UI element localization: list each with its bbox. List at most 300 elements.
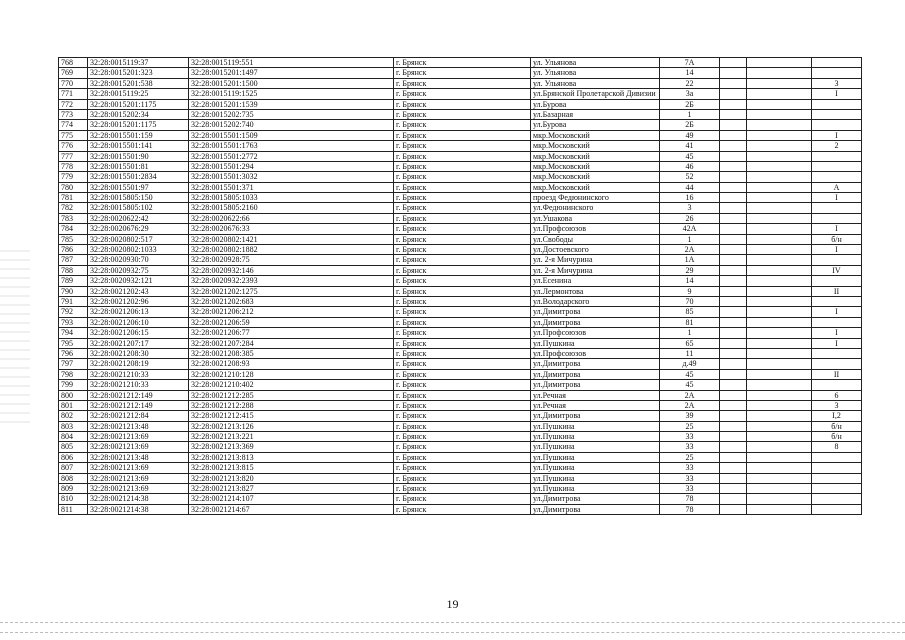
cell-empty [747,317,812,327]
cell-letter: I [812,338,862,348]
cell-house: 9 [660,286,720,296]
cell-empty [747,307,812,317]
cell-cadastral-parcel: 32:28:0015119:25 [88,89,189,99]
cell-row-number: 803 [59,421,88,431]
cell-cadastral-object: 32:28:0015202:735 [189,109,394,119]
cell-row-number: 801 [59,400,88,410]
cell-street: ул.Свободы [531,234,660,244]
table-row [59,224,862,234]
cell-empty [747,245,812,255]
cell-cadastral-object: 32:28:0015202:740 [189,120,394,130]
table-row [59,99,862,109]
cell-empty [720,276,747,286]
cell-city: г. Брянск [394,120,531,130]
cell-cadastral-object: 32:28:0020802:1421 [189,234,394,244]
cell-empty [720,411,747,421]
cell-cadastral-parcel: 32:28:0021208:30 [88,348,189,358]
cell-empty [747,369,812,379]
cell-empty [747,68,812,78]
cell-empty [747,296,812,306]
table-row [59,504,862,514]
table-row [59,68,862,78]
cell-street: мкр.Московский [531,141,660,151]
cell-empty [720,348,747,358]
cell-cadastral-object: 32:28:0015501:1509 [189,130,394,140]
cell-letter: А [812,182,862,192]
cell-empty [720,161,747,171]
cell-cadastral-object: 32:28:0021212:288 [189,400,394,410]
cell-empty [747,58,812,68]
cell-letter: II [812,369,862,379]
cell-empty [720,89,747,99]
cell-city: г. Брянск [394,296,531,306]
cell-house: 45 [660,369,720,379]
cell-cadastral-object: 32:28:0020802:1882 [189,245,394,255]
table-row [59,484,862,494]
cell-row-number: 772 [59,99,88,109]
cell-row-number: 769 [59,68,88,78]
cell-cadastral-object: 32:28:0021214:107 [189,494,394,504]
cell-city: г. Брянск [394,151,531,161]
cell-house: 26 [660,213,720,223]
table-row [59,120,862,130]
cell-empty [720,390,747,400]
cell-city: г. Брянск [394,58,531,68]
cell-house: 11 [660,348,720,358]
cell-cadastral-parcel: 32:28:0021214:38 [88,504,189,514]
cell-city: г. Брянск [394,484,531,494]
cell-street: ул.Бурова [531,99,660,109]
cell-empty [747,338,812,348]
cell-empty [747,151,812,161]
cell-house: 14 [660,68,720,78]
cell-letter [812,276,862,286]
cell-row-number: 810 [59,494,88,504]
cell-cadastral-object: 32:28:0015501:3032 [189,172,394,182]
cell-empty [747,286,812,296]
table-row [59,58,862,68]
cell-cadastral-object: 32:28:0015119:551 [189,58,394,68]
cell-empty [720,432,747,442]
cell-cadastral-parcel: 32:28:0021202:43 [88,286,189,296]
cell-empty [747,380,812,390]
cell-cadastral-object: 32:28:0021213:126 [189,421,394,431]
cell-street: ул.Ушакова [531,213,660,223]
table-row [59,494,862,504]
cell-cadastral-parcel: 32:28:0021210:33 [88,380,189,390]
cell-street: ул. 2-я Мичурина [531,265,660,275]
cell-house: 65 [660,338,720,348]
cell-letter [812,58,862,68]
cell-row-number: 808 [59,473,88,483]
table-row [59,286,862,296]
cell-cadastral-object: 32:28:0021206:59 [189,317,394,327]
cell-empty [720,400,747,410]
cell-cadastral-object: 32:28:0015805:1033 [189,193,394,203]
cell-house: 39 [660,411,720,421]
cell-empty [720,421,747,431]
cell-street: мкр.Московский [531,182,660,192]
cell-row-number: 790 [59,286,88,296]
cell-letter [812,504,862,514]
cell-empty [747,452,812,462]
cell-city: г. Брянск [394,78,531,88]
cell-cadastral-object: 32:28:0021214:67 [189,504,394,514]
cell-letter: 6 [812,390,862,400]
cell-row-number: 789 [59,276,88,286]
table-row [59,141,862,151]
cell-city: г. Брянск [394,307,531,317]
cell-row-number: 809 [59,484,88,494]
cell-house: 7А [660,58,720,68]
cell-empty [720,255,747,265]
cell-city: г. Брянск [394,234,531,244]
cell-row-number: 770 [59,78,88,88]
cell-cadastral-parcel: 32:28:0021214:38 [88,494,189,504]
cell-empty [747,213,812,223]
table-row [59,338,862,348]
cell-cadastral-parcel: 32:28:0021207:17 [88,338,189,348]
cell-empty [747,494,812,504]
cell-city: г. Брянск [394,276,531,286]
cell-cadastral-object: 32:28:0021212:285 [189,390,394,400]
cell-empty [720,265,747,275]
cell-empty [747,234,812,244]
cell-empty [747,442,812,452]
table-row [59,276,862,286]
cell-row-number: 776 [59,141,88,151]
cell-empty [747,89,812,99]
cell-cadastral-object: 32:28:0021213:820 [189,473,394,483]
cell-letter [812,120,862,130]
cell-letter [812,161,862,171]
cell-house: 14 [660,276,720,286]
cell-row-number: 798 [59,369,88,379]
cell-city: г. Брянск [394,328,531,338]
cell-house: 33 [660,463,720,473]
cell-street: ул. Ульянова [531,78,660,88]
cell-row-number: 793 [59,317,88,327]
table-row [59,390,862,400]
cell-street: ул.Лермонтова [531,286,660,296]
cell-city: г. Брянск [394,193,531,203]
cell-letter [812,213,862,223]
cell-letter: б/н [812,421,862,431]
cell-empty [720,494,747,504]
cell-cadastral-parcel: 32:28:0015202:34 [88,109,189,119]
cell-cadastral-parcel: 32:28:0021208:19 [88,359,189,369]
cell-street: ул.Пушкина [531,452,660,462]
table-row [59,203,862,213]
cell-street: ул.Речная [531,400,660,410]
cell-letter: I [812,328,862,338]
cell-cadastral-parcel: 32:28:0015501:159 [88,130,189,140]
cell-cadastral-parcel: 32:28:0015201:1175 [88,99,189,109]
cell-letter: I [812,245,862,255]
cell-letter: б/н [812,432,862,442]
cell-street: ул.Пушкина [531,484,660,494]
cell-house: 2Б [660,99,720,109]
cell-empty [747,109,812,119]
cell-house: 33 [660,473,720,483]
cell-street: ул.Пушкина [531,473,660,483]
cell-row-number: 811 [59,504,88,514]
cell-cadastral-object: 32:28:0021213:813 [189,452,394,462]
cell-empty [747,141,812,151]
table-row [59,432,862,442]
cell-street: ул. Ульянова [531,58,660,68]
scan-line-artifact [0,622,905,623]
cell-empty [720,58,747,68]
cell-cadastral-parcel: 32:28:0015501:2834 [88,172,189,182]
cell-house: 85 [660,307,720,317]
cell-street: ул.Димитрова [531,380,660,390]
table-row [59,317,862,327]
cell-cadastral-object: 32:28:0015201:1500 [189,78,394,88]
cell-house: 1А [660,255,720,265]
cell-empty [747,359,812,369]
cell-cadastral-object: 32:28:0021213:221 [189,432,394,442]
table-row [59,89,862,99]
cell-cadastral-object: 32:28:0015201:1539 [189,99,394,109]
cell-row-number: 775 [59,130,88,140]
cell-city: г. Брянск [394,265,531,275]
cell-empty [747,182,812,192]
cell-cadastral-object: 32:28:0021206:212 [189,307,394,317]
table-row [59,234,862,244]
cell-street: ул.Димитрова [531,504,660,514]
cell-letter [812,203,862,213]
cell-empty [747,484,812,494]
cell-cadastral-parcel: 32:28:0015201:323 [88,68,189,78]
table-row [59,193,862,203]
cell-letter: II [812,286,862,296]
cell-cadastral-parcel: 32:28:0015805:150 [88,193,189,203]
cell-row-number: 779 [59,172,88,182]
cell-cadastral-parcel: 32:28:0015501:81 [88,161,189,171]
cell-row-number: 781 [59,193,88,203]
cell-cadastral-object: 32:28:0021208:385 [189,348,394,358]
cell-row-number: 804 [59,432,88,442]
cell-city: г. Брянск [394,411,531,421]
cell-letter: I,2 [812,411,862,421]
cell-letter [812,255,862,265]
cell-cadastral-parcel: 32:28:0020932:75 [88,265,189,275]
cell-empty [747,328,812,338]
cell-house: 41 [660,141,720,151]
cell-letter [812,68,862,78]
cell-row-number: 768 [59,58,88,68]
cell-street: ул.Димитрова [531,307,660,317]
cell-cadastral-object: 32:28:0021210:402 [189,380,394,390]
cell-row-number: 802 [59,411,88,421]
cell-row-number: 794 [59,328,88,338]
cell-row-number: 773 [59,109,88,119]
cell-cadastral-parcel: 32:28:0021213:48 [88,421,189,431]
cell-house: 52 [660,172,720,182]
cell-empty [720,369,747,379]
cell-empty [747,130,812,140]
cell-city: г. Брянск [394,286,531,296]
table-row [59,400,862,410]
cell-empty [720,68,747,78]
cell-empty [720,109,747,119]
cell-cadastral-object: 32:28:0015201:1497 [189,68,394,78]
cell-empty [720,130,747,140]
cell-empty [720,172,747,182]
cell-cadastral-object: 32:28:0015501:1763 [189,141,394,151]
cell-letter: IV [812,265,862,275]
table-row [59,161,862,171]
cell-empty [747,203,812,213]
cell-cadastral-object: 32:28:0015805:2160 [189,203,394,213]
cell-cadastral-object: 32:28:0021206:77 [189,328,394,338]
cell-house: 33 [660,432,720,442]
cell-cadastral-object: 32:28:0020676:33 [189,224,394,234]
cell-letter [812,359,862,369]
cell-empty [720,338,747,348]
cell-row-number: 788 [59,265,88,275]
cell-city: г. Брянск [394,473,531,483]
cell-street: проезд Федюнинского [531,193,660,203]
cell-cadastral-object: 32:28:0021210:128 [189,369,394,379]
cell-cadastral-parcel: 32:28:0021213:69 [88,484,189,494]
cell-letter [812,473,862,483]
cell-cadastral-parcel: 32:28:0020676:29 [88,224,189,234]
cell-city: г. Брянск [394,161,531,171]
scan-line-artifact [0,632,905,633]
cell-house: 3а [660,89,720,99]
cell-cadastral-object: 32:28:0021202:683 [189,296,394,306]
cell-empty [720,452,747,462]
cell-city: г. Брянск [394,463,531,473]
cell-city: г. Брянск [394,317,531,327]
cell-house: 44 [660,182,720,192]
cell-row-number: 796 [59,348,88,358]
table-row [59,172,862,182]
cell-street: ул.Брянской Пролетарской Дивизии [531,89,660,99]
cell-city: г. Брянск [394,130,531,140]
cell-empty [747,473,812,483]
cell-house: 49 [660,130,720,140]
cell-street: ул.Димитрова [531,494,660,504]
cell-city: г. Брянск [394,141,531,151]
cell-street: ул.Пушкина [531,432,660,442]
cell-house: 2А [660,400,720,410]
cell-house: 2А [660,390,720,400]
table-row [59,307,862,317]
cell-row-number: 806 [59,452,88,462]
cell-house: 45 [660,151,720,161]
cell-letter: I [812,307,862,317]
cell-cadastral-parcel: 32:28:0021212:84 [88,411,189,421]
cell-row-number: 774 [59,120,88,130]
cell-empty [720,328,747,338]
cell-house: 78 [660,494,720,504]
cell-street: ул. Ульянова [531,68,660,78]
cell-row-number: 785 [59,234,88,244]
table-row [59,463,862,473]
cell-cadastral-object: 32:28:0020932:146 [189,265,394,275]
cell-street: мкр.Московский [531,151,660,161]
cell-cadastral-parcel: 32:28:0020930:70 [88,255,189,265]
cell-cadastral-parcel: 32:28:0020802:517 [88,234,189,244]
scan-edge-artifact [0,250,30,430]
cell-cadastral-parcel: 32:28:0021213:69 [88,473,189,483]
cell-empty [747,421,812,431]
cell-house: 45 [660,380,720,390]
cell-letter [812,296,862,306]
cell-empty [720,484,747,494]
cell-cadastral-parcel: 32:28:0015501:90 [88,151,189,161]
cell-cadastral-object: 32:28:0020622:66 [189,213,394,223]
cell-house: 1 [660,328,720,338]
table-row [59,265,862,275]
cell-letter: 8 [812,442,862,452]
cell-empty [720,151,747,161]
cell-empty [720,504,747,514]
cell-cadastral-object: 32:28:0020932:2393 [189,276,394,286]
cell-empty [747,161,812,171]
table-row [59,151,862,161]
cell-cadastral-object: 32:28:0021207:284 [189,338,394,348]
table-row [59,78,862,88]
cell-cadastral-object: 32:28:0015119:1525 [189,89,394,99]
cell-empty [720,182,747,192]
cell-street: ул.Пушкина [531,338,660,348]
cell-letter [812,109,862,119]
cell-empty [720,234,747,244]
cell-letter [812,484,862,494]
cell-city: г. Брянск [394,452,531,462]
cell-cadastral-parcel: 32:28:0015805:102 [88,203,189,213]
cell-street: ул.Есенина [531,276,660,286]
cell-cadastral-object: 32:28:0021213:369 [189,442,394,452]
cell-row-number: 787 [59,255,88,265]
cell-cadastral-parcel: 32:28:0021206:13 [88,307,189,317]
cell-letter [812,151,862,161]
cell-empty [747,463,812,473]
cell-house: 42А [660,224,720,234]
cell-row-number: 782 [59,203,88,213]
cell-empty [747,172,812,182]
cell-house: 2Б [660,120,720,130]
cell-cadastral-parcel: 32:28:0021206:15 [88,328,189,338]
cell-street: ул.Володарского [531,296,660,306]
cell-cadastral-parcel: 32:28:0020932:121 [88,276,189,286]
cell-empty [720,359,747,369]
cell-city: г. Брянск [394,213,531,223]
cell-cadastral-object: 32:28:0021213:827 [189,484,394,494]
table-row [59,369,862,379]
cell-street: ул.Пушкина [531,421,660,431]
table-row [59,296,862,306]
cell-empty [747,99,812,109]
cell-cadastral-object: 32:28:0020928:75 [189,255,394,265]
cell-empty [747,400,812,410]
cell-house: 29 [660,265,720,275]
cell-row-number: 783 [59,213,88,223]
cell-cadastral-parcel: 32:28:0015201:538 [88,78,189,88]
cell-street: ул.Бурова [531,120,660,130]
table-row [59,213,862,223]
cell-street: ул.Базарная [531,109,660,119]
cell-empty [720,317,747,327]
cell-city: г. Брянск [394,89,531,99]
cell-city: г. Брянск [394,432,531,442]
cell-empty [720,78,747,88]
cell-street: мкр.Московский [531,172,660,182]
